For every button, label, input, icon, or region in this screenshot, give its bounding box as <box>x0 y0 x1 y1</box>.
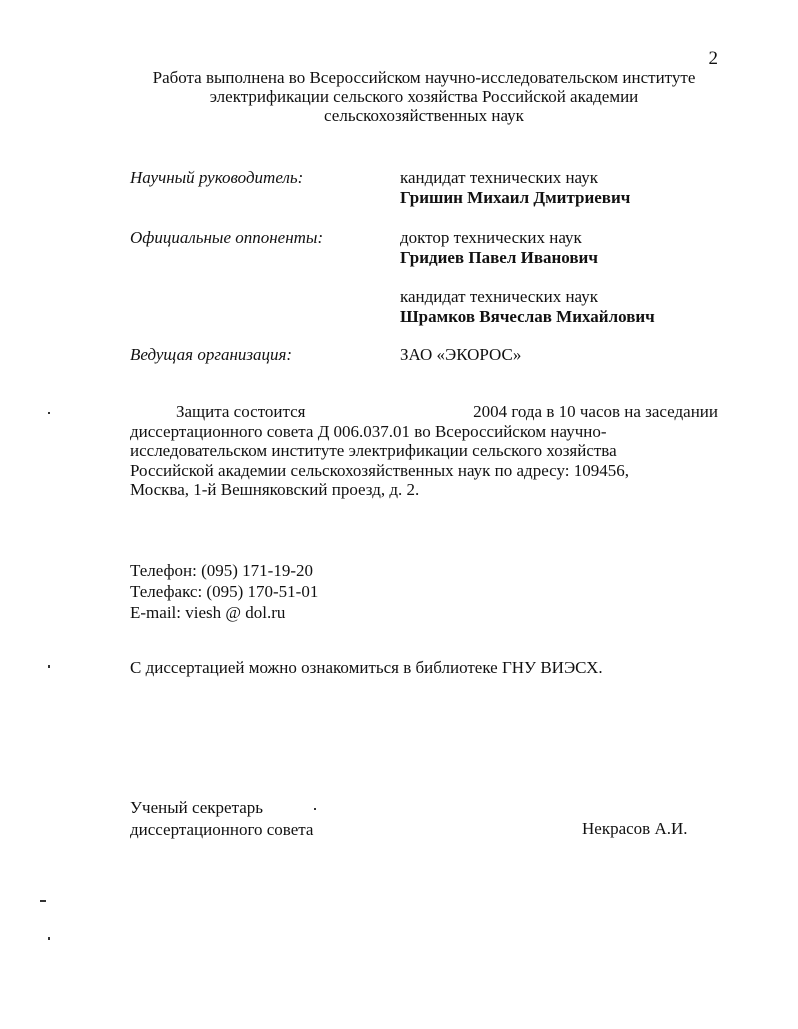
defense-line-4: Российской академии сельскохозяйственных наук по адресу: 109456, <box>130 460 629 480</box>
opponent-1-name: Гридиев Павел Иванович <box>400 248 598 267</box>
institution-header <box>100 68 748 125</box>
supervisor-name: Гришин Михаил Дмитриевич <box>400 188 631 207</box>
defense-line-5: Москва, 1-й Вешняковский проезд, д. 2. <box>130 480 420 499</box>
supervisor-degree: кандидат технических наук <box>400 168 598 187</box>
supervisor-role: Научный руководитель: <box>130 168 304 187</box>
contacts-block <box>130 560 318 623</box>
scan-speck <box>48 412 50 414</box>
opponent-1-degree: доктор технических наук <box>400 228 582 247</box>
defense-line-3: исследовательском институте электрификации сельского хозяйства <box>130 441 617 460</box>
defense-paragraph <box>130 402 718 500</box>
header-line-3: сельскохозяйственных наук <box>324 106 524 125</box>
defense-line-2: диссертационного совета Д 006.037.01 во Всероссийском научно- <box>130 421 607 441</box>
defense-line-1-start: Защита состоится <box>176 402 306 421</box>
defense-line-1 <box>130 402 718 422</box>
secretary-line-1: Ученый секретарь <box>130 798 264 817</box>
library-note: С диссертацией можно ознакомиться в библиотеке ГНУ ВИЭСХ. <box>130 658 603 677</box>
header-line-2: электрификации сельского хозяйства Российской академии <box>209 87 639 106</box>
opponents-role: Официальные оппоненты: <box>130 228 324 247</box>
opponent-2-info <box>400 287 655 327</box>
scan-speck <box>314 808 316 810</box>
secretary-title <box>130 797 313 841</box>
defense-line-1-end: 2004 года в 10 часов на заседании <box>473 402 718 421</box>
secretary-line-2: диссертационного совета <box>130 820 314 839</box>
page-number: 2 <box>708 48 718 69</box>
organization-role: Ведущая организация: <box>130 345 293 364</box>
opponent-1-info <box>400 228 598 268</box>
scan-speck <box>48 665 50 668</box>
supervisor-info <box>400 168 630 208</box>
opponent-2-name: Шрамков Вячеслав Михайлович <box>400 307 655 326</box>
fax: Телефакс: (095) 170-51-01 <box>130 582 319 601</box>
secretary-name: Некрасов А.И. <box>582 819 688 838</box>
scan-speck <box>48 937 50 940</box>
header-line-1: Работа выполнена во Всероссийском научно-исследовательском институте <box>152 68 696 87</box>
opponent-2-degree: кандидат технических наук <box>400 287 598 306</box>
email: E-mail: viesh @ dol.ru <box>130 603 286 622</box>
phone: Телефон: (095) 171-19-20 <box>130 561 313 580</box>
scan-speck <box>40 900 46 902</box>
organization-name: ЗАО «ЭКОРОС» <box>400 345 522 364</box>
